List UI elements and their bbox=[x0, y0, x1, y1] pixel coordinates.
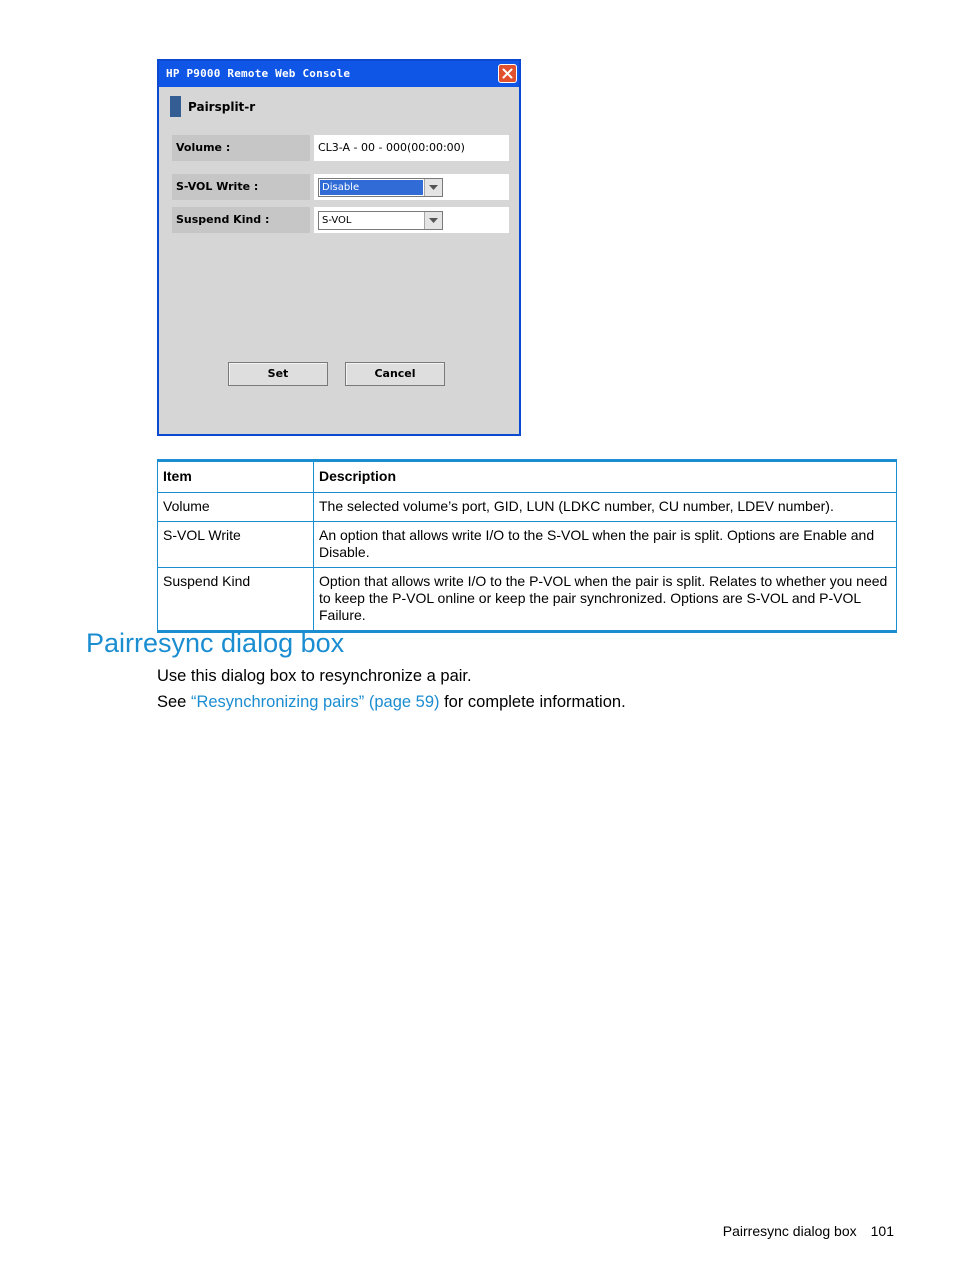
svol-write-label: S-VOL Write : bbox=[172, 174, 310, 200]
chevron-down-icon bbox=[429, 185, 438, 190]
see-prefix: See bbox=[157, 693, 191, 711]
footer-section-name: Pairresync dialog box bbox=[722, 1223, 857, 1239]
volume-value: CL3-A - 00 - 000(00:00:00) bbox=[318, 141, 465, 154]
dialog-titlebar bbox=[159, 61, 519, 87]
suspend-kind-dropdown-button[interactable] bbox=[424, 212, 442, 229]
suspend-kind-value-box bbox=[314, 207, 509, 233]
page-footer bbox=[723, 1223, 894, 1239]
row-description: The selected volume’s port, GID, LUN (LDKC number, CU number, LDEV number). bbox=[314, 493, 897, 522]
row-item: S-VOL Write bbox=[158, 522, 314, 568]
cancel-button[interactable]: Cancel bbox=[345, 362, 445, 386]
chevron-down-icon bbox=[429, 218, 438, 223]
dialog-content bbox=[159, 87, 519, 434]
table-row bbox=[158, 522, 897, 568]
section-title: Pairresync dialog box bbox=[86, 628, 345, 658]
table-row bbox=[158, 568, 897, 632]
svol-write-selected: Disable bbox=[320, 180, 423, 195]
suspend-kind-selected: S-VOL bbox=[322, 215, 352, 226]
pairsplit-r-dialog bbox=[157, 59, 521, 436]
dialog-heading: Pairsplit-r bbox=[188, 100, 256, 114]
see-suffix: for complete information. bbox=[439, 693, 626, 711]
dialog-title: HP P9000 Remote Web Console bbox=[166, 67, 351, 80]
svol-write-value-box bbox=[314, 174, 509, 200]
volume-label: Volume : bbox=[172, 135, 310, 161]
page-number: 101 bbox=[870, 1223, 894, 1239]
row-description: An option that allows write I/O to the S-VOL when the pair is split. Options are Enable and Disable. bbox=[314, 522, 897, 568]
row-item: Volume bbox=[158, 493, 314, 522]
close-icon bbox=[502, 68, 513, 79]
suspend-kind-label: Suspend Kind : bbox=[172, 207, 310, 233]
suspend-kind-select[interactable] bbox=[318, 211, 443, 230]
set-button[interactable]: Set bbox=[228, 362, 328, 386]
svol-write-select[interactable] bbox=[318, 178, 443, 197]
header-item: Item bbox=[158, 461, 314, 493]
resynchronizing-pairs-link[interactable]: “Resynchronizing pairs” (page 59) bbox=[190, 693, 440, 711]
close-button[interactable] bbox=[498, 64, 517, 83]
volume-value-box bbox=[314, 135, 509, 161]
header-description: Description bbox=[314, 461, 897, 493]
row-description: Option that allows write I/O to the P-VOL when the pair is split. Relates to whether you need to keep the P-VOL online or keep the pair synchronized. Options are S-VOL and P-VOL Failure. bbox=[314, 568, 897, 632]
row-item: Suspend Kind bbox=[158, 568, 314, 632]
intro-paragraph: Use this dialog box to resynchronize a pair. bbox=[157, 667, 472, 685]
heading-marker bbox=[170, 96, 181, 117]
table-header-row bbox=[158, 461, 897, 493]
item-description-table bbox=[157, 459, 897, 633]
table-row bbox=[158, 493, 897, 522]
see-paragraph bbox=[157, 693, 626, 712]
svol-write-dropdown-button[interactable] bbox=[424, 179, 442, 196]
